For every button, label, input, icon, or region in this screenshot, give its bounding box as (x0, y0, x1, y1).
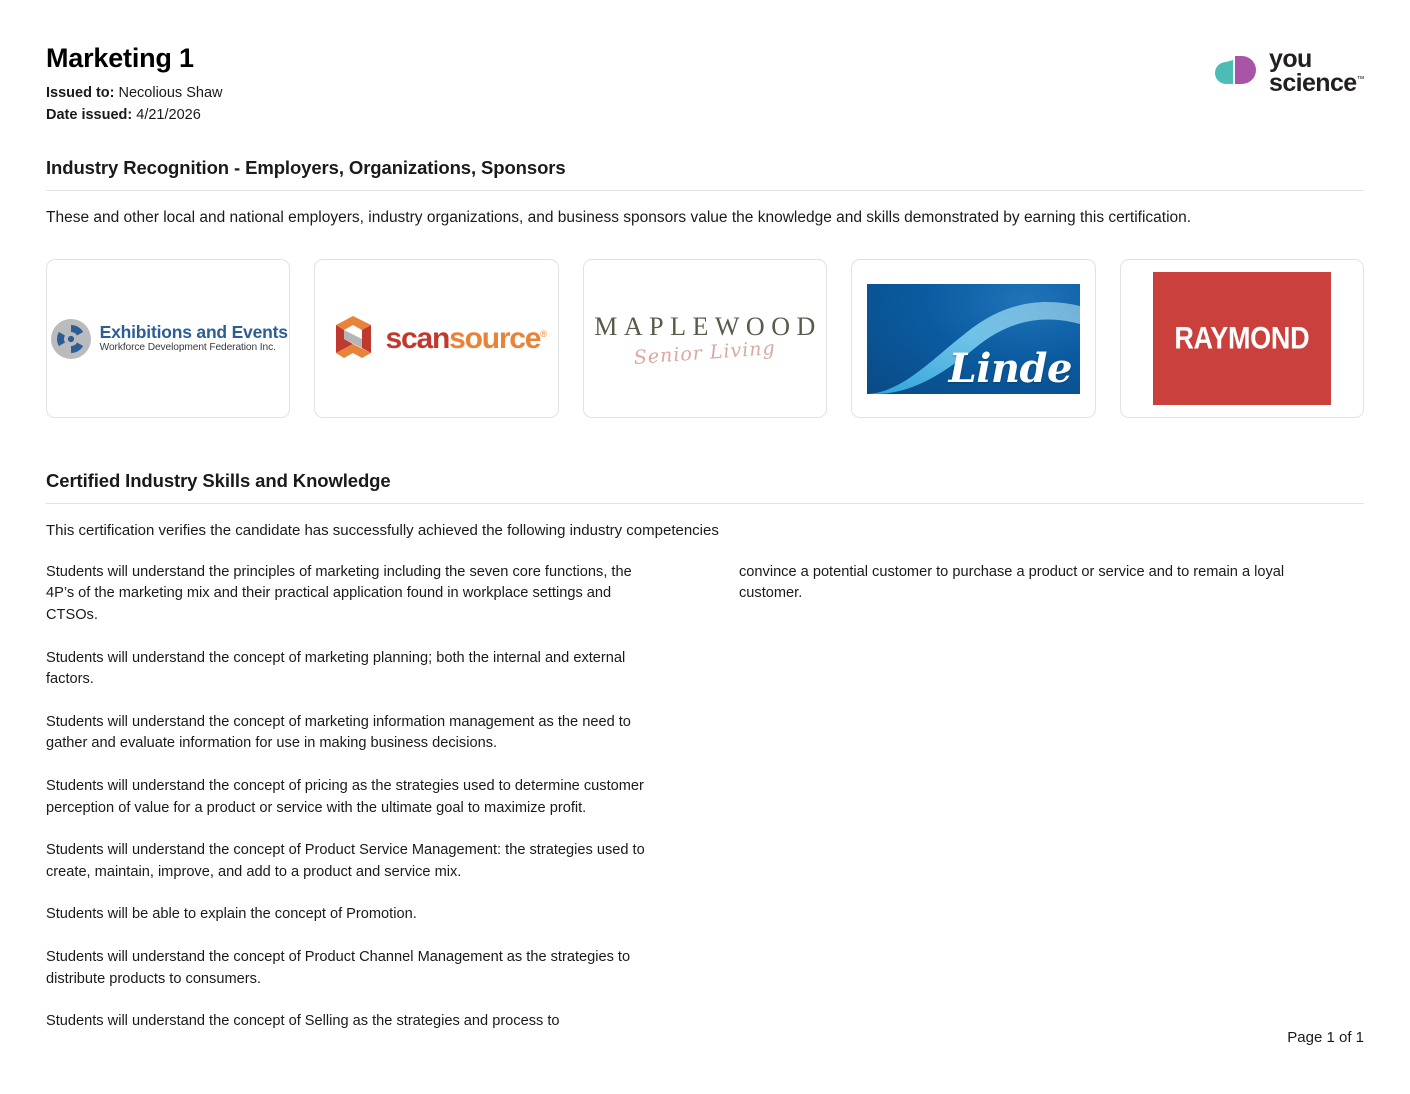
sponsor-card-scansource (314, 259, 558, 418)
industry-recognition-description: These and other local and national employers, industry organizations, and business sponsors value the knowledge and skills demonstrated by earning this certification. (46, 208, 1192, 226)
competency-item: Students will understand the concept of marketing planning; both the internal and external factors. (46, 649, 626, 688)
section-divider (46, 503, 1364, 504)
date-issued-value: 4/21/2026 (136, 107, 201, 124)
sponsor-card-raymond (1120, 259, 1364, 418)
competency-item: Students will understand the concept of Product Service Management: the strategies used to create, maintain, improve, and add to a product and service mix. (46, 842, 645, 880)
scansource-logo (328, 313, 546, 365)
scansource-wordmark (385, 321, 546, 355)
scansource-word-source: source (449, 321, 541, 355)
certified-skills-section (46, 470, 1364, 1033)
exhibitions-text-block (100, 323, 288, 354)
issued-to-row (46, 82, 1364, 104)
competency-column-right (739, 562, 1339, 1033)
linde-logo (867, 284, 1080, 394)
competency-item: Students will understand the concept of pricing as the strategies used to determine customer perception of value for a product or service with the ultimate goal to maximize profit. (46, 778, 644, 816)
competency-column-left (46, 562, 646, 1033)
exhibitions-subtitle: Workforce Development Federation Inc. (99, 342, 276, 354)
date-issued-label: Date issued: (46, 107, 133, 124)
exhibitions-swirl-icon (49, 317, 93, 361)
section-divider (46, 190, 1364, 191)
certified-skills-heading: Certified Industry Skills and Knowledge (46, 470, 391, 492)
sponsor-card-exhibitions-and-events (46, 259, 290, 418)
scansource-word-scan: scan (385, 321, 450, 355)
industry-recognition-heading: Industry Recognition - Employers, Organizations, Sponsors (46, 156, 566, 178)
youscience-wordmark (1269, 45, 1364, 97)
brand-line-science: science™ (1269, 68, 1364, 97)
raymond-wordmark: RAYMOND (1174, 320, 1310, 356)
sponsor-card-maplewood (583, 259, 827, 418)
raymond-logo (1153, 272, 1331, 405)
sponsor-logo-row (46, 259, 1364, 418)
industry-recognition-section (46, 157, 1364, 418)
competency-item: Students will understand the concept of Product Channel Management as the strategies to distribute products to consumers. (46, 948, 631, 987)
document-header (46, 0, 1364, 127)
competency-item: Students will understand the concept of Selling as the strategies and process to (46, 1013, 560, 1030)
youscience-logo (1212, 45, 1364, 97)
date-issued-row (46, 104, 1364, 126)
certified-skills-description: This certification verifies the candidate has successfully achieved the following industry competencies (46, 522, 719, 540)
maplewood-title: MAPLEWOOD (594, 311, 822, 341)
competency-item: Students will be able to explain the concept of Promotion. (46, 906, 417, 923)
brand-line-you: you (1269, 45, 1312, 73)
sponsor-card-linde (851, 259, 1095, 418)
competency-columns (46, 562, 1364, 1033)
competency-item: Students will understand the principles of marketing including the seven core functions, the 4P’s of the marketing mix and their practical application found in workplace settings and CTSOs. (46, 563, 632, 624)
issued-to-value: Necolious Shaw (118, 84, 223, 101)
youscience-leaf-icon (1212, 50, 1256, 94)
registered-mark: ® (540, 328, 546, 339)
page-number: Page 1 of 1 (1287, 1029, 1364, 1046)
maplewood-subtitle: Senior Living (633, 336, 777, 369)
competency-item: Students will understand the concept of marketing information management as the need to gather and evaluate information for use in making business decisions. (46, 713, 631, 752)
exhibitions-title: Exhibitions and Events (99, 322, 288, 343)
competency-item: convince a potential customer to purchase a product or service and to remain a loyal customer. (739, 563, 1285, 602)
scansource-hexagon-icon (328, 313, 378, 365)
trademark-symbol: ™ (1356, 74, 1364, 84)
maplewood-logo (588, 311, 822, 369)
exhibitions-and-events-logo (46, 317, 290, 361)
linde-wordmark: Linde (948, 344, 1072, 392)
issued-to-label: Issued to: (46, 84, 115, 101)
page-title: Marketing 1 (46, 43, 194, 73)
